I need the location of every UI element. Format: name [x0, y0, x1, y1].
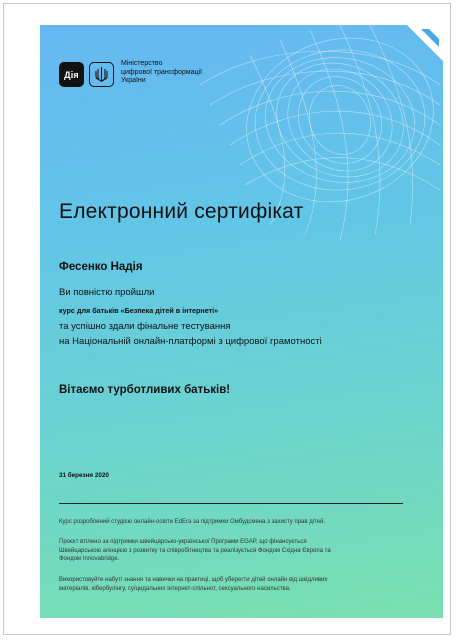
footer-text: Проєкт втілено за підтримки швейцарсько-української Програми EGAP, що фінансується [59, 539, 307, 545]
certificate-date: 31 березня 2020 [59, 472, 109, 479]
ministry-name [121, 60, 221, 86]
certificate-title: Електронний сертифікат [59, 200, 304, 223]
completion-line-4: на Національній онлайн-платформі з цифрової грамотності [59, 336, 322, 347]
footer-paragraph-3 [59, 576, 409, 593]
footer-paragraph-1 [59, 518, 409, 527]
ministry-line-1: Міністерство [121, 60, 163, 67]
footer-text: Швейцарською агенцією з розвитку та співробітництва та реалізується Фондом Східна Європа та [59, 547, 331, 554]
footer-text: Використовуйте набуті знання та навички на практиці, щоб уберегти дітей онлайн від шкідливих [59, 577, 328, 583]
congratulations-text: Вітаємо турботливих батьків! [59, 384, 231, 396]
ministry-line-3: України [121, 77, 146, 84]
folded-corner-decoration [407, 25, 443, 61]
document-page [3, 3, 451, 635]
completion-line-1: Ви повністю пройшли [59, 287, 155, 298]
course-name: курс для батьків «Безпека дітей в інтернеті» [59, 306, 219, 315]
divider [59, 503, 403, 504]
footer-text: Фондом Innovabridge. [59, 556, 120, 562]
completion-line-3: та успішно здали фінальне тестування [59, 321, 231, 332]
footer-text: матеріалів, кібербулінгу, суїцидальних інтернет-спільнот, сексуального насильства. [59, 585, 291, 592]
trident-icon [89, 62, 114, 87]
footer-text: Курс розроблений студією онлайн-освіти EdEra за підтримки Омбудсмена з захисту прав дітей. [59, 519, 326, 525]
diia-logo: Дія [59, 62, 84, 87]
recipient-name: Фесенко Надія [59, 261, 143, 273]
footer-paragraph-2 [59, 538, 409, 564]
ministry-line-2: цифрової трансформації [121, 68, 203, 76]
certificate [40, 25, 443, 618]
